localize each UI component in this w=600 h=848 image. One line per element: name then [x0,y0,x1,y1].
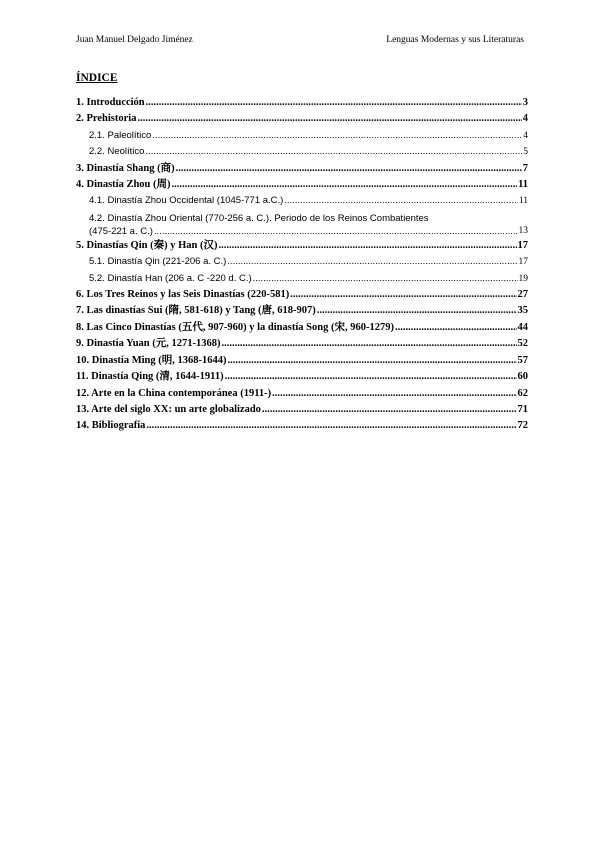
page-number: 62 [517,387,528,399]
header-author: Juan Manuel Delgado Jiménez [76,35,193,45]
toc-entry-arte-contemporanea[interactable]: 12. Arte en la China contemporánea (1911-) ..... 62 [76,386,528,402]
page-number: 3 [522,97,528,108]
table-of-contents [76,95,528,435]
toc-entry-qin-han[interactable]: 5. Dinastías Qin (秦) y Han (汉) ..... 17 [76,238,528,254]
page-number: 71 [517,403,528,415]
toc-entry-qing[interactable]: 11. Dinastía Qing (清, 1644-1911) ..... 60 [76,369,528,385]
toc-entry-introduccion[interactable]: 1. Introducción ..... 3 [76,95,528,111]
toc-entry-tres-reinos[interactable]: 6. Los Tres Reinos y las Seis Dinastías (220-581) ..... 27 [76,287,528,303]
page-number: 57 [517,354,528,366]
toc-entry-qin[interactable]: 5.1. Dinastía Qin (221-206 a. C.) ..... 17 [76,254,528,270]
page-number: 11 [518,196,528,207]
toc-entry-sui-tang[interactable]: 7. Las dinastías Sui (隋, 581-618) y Tang (唐, 618-907) ..... 35 [76,303,528,319]
page-number: 17 [518,257,528,268]
page-number: 72 [517,420,528,432]
header-degree: Lenguas Modernas y sus Literaturas [386,35,524,45]
toc-entry-shang[interactable]: 3. Dinastía Shang (商) ..... 7 [76,161,528,177]
page-number: 19 [518,273,528,284]
page-number: 27 [517,289,528,301]
index-title: ÍNDICE [76,72,118,84]
toc-entry-bibliografia[interactable]: 14. Bibliografía ..... 72 [76,418,528,434]
page-number: 13 [518,225,528,236]
page-header [76,35,524,45]
toc-entry-ming[interactable]: 10. Dinastía Ming (明, 1368-1644) ..... 57 [76,353,528,369]
toc-entry-zhou-oriental[interactable]: 4.2. Dinastía Zhou Oriental (770-256 a. C.). Periodo de los Reinos Combatientes (475-221 a. C.) ..... 13 [76,210,528,238]
toc-entry-cinco-dinastias-song[interactable]: 8. Las Cinco Dinastías (五代, 907-960) y la dinastía Song (宋, 960-1279) ..... 44 [76,320,528,336]
page-number: 35 [517,305,528,317]
toc-entry-han[interactable]: 5.2. Dinastía Han (206 a. C -220 d. C.) ..... 19 [76,271,528,287]
toc-entry-prehistoria[interactable]: 2. Prehistoria ..... 4 [76,111,528,127]
page-number: 4 [522,113,528,125]
page-number: 4 [523,130,528,141]
page-number: 44 [517,321,528,333]
toc-entry-zhou-occidental[interactable]: 4.1. Dinastía Zhou Occidental (1045-771 a.C.) ..... 11 [76,193,528,209]
page-number: 17 [517,239,528,251]
page-number: 52 [517,338,528,350]
page-number: 7 [522,162,528,174]
toc-entry-yuan[interactable]: 9. Dinastía Yuan (元, 1271-1368) ..... 52 [76,336,528,352]
page-number: 60 [517,371,528,383]
toc-entry-zhou[interactable]: 4. Dinastía Zhou (周) ..... 11 [76,177,528,193]
toc-entry-arte-siglo-xx[interactable]: 13. Arte del siglo XX: un arte globalizado ..... 71 [76,402,528,418]
page-number: 11 [518,179,528,191]
toc-entry-neolitico[interactable]: 2.2. Neolítico ..... 5 [76,144,528,160]
page-number: 5 [523,147,528,158]
toc-entry-paleolitico[interactable]: 2.1. Paleolítico ..... 4 [76,128,528,144]
